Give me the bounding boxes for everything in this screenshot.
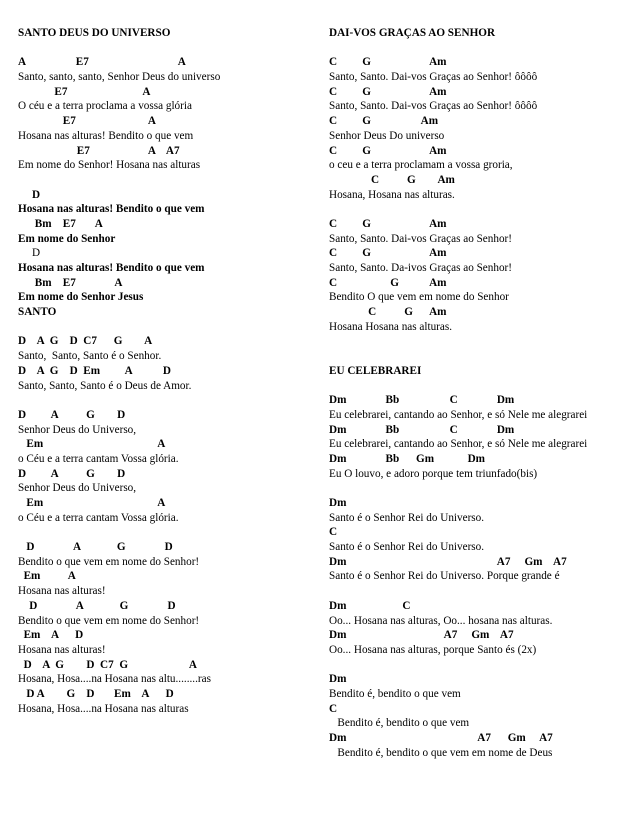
- left-chord-line: A E7 A: [18, 56, 186, 69]
- right-lyric-line: Santo, Santo. Dai-vos Graças ao Senhor!: [329, 232, 512, 245]
- right-lyric-line: Santo é o Senhor Rei do Universo.: [329, 511, 485, 524]
- right-chord-line: C: [329, 526, 338, 539]
- left-blank-line: [18, 41, 314, 56]
- left-blank-line: [18, 320, 314, 335]
- left-chord-line: Em nome do Senhor: [18, 232, 116, 245]
- right-chord-line: C G Am: [329, 115, 439, 128]
- left-lyric-line: Senhor Deus do Universo,: [18, 482, 137, 495]
- right-chord-line: Dm C: [329, 599, 411, 612]
- right-lyric-line: Santo, Santo. Da-ivos Graças ao Senhor!: [329, 262, 512, 274]
- right-chord-line: Dm A7 Gm A7: [329, 555, 567, 568]
- right-blank-line: [329, 202, 629, 217]
- left-column: [18, 26, 314, 716]
- left-lyric-line: Santo, santo, santo, Senhor Deus do universo: [18, 71, 221, 84]
- right-blank-line: [329, 334, 629, 349]
- left-chord-line: D A G D: [18, 541, 173, 554]
- left-chord-line: D A G D: [18, 599, 176, 612]
- left-lyric-line: Santo, Santo, Santo é o Senhor.: [18, 350, 162, 363]
- right-lyric-line: Hosana, Hosana nas alturas.: [329, 188, 455, 201]
- right-blank-line: [329, 349, 629, 364]
- left-chord-line: Hosana nas alturas! Bendito o que vem: [18, 262, 205, 274]
- left-lyric-line: Hosana nas alturas!: [18, 585, 106, 598]
- left-chord-line: Em A: [18, 497, 166, 509]
- left-lyric-line: Hosana nas alturas! Bendito o que vem: [18, 129, 194, 142]
- right-lyric-line: Bendito é, bendito o que vem: [329, 687, 461, 700]
- left-lyric-line: Em nome do Senhor! Hosana nas alturas: [18, 159, 201, 172]
- right-chord-line: C G Am: [329, 247, 447, 260]
- left-lyric-line: D: [18, 247, 41, 260]
- right-lyric-line: Eu celebrarei, cantando ao Senhor, e só Nele me alegrarei: [329, 408, 588, 421]
- right-chord-line: Dm Bb C Dm: [329, 394, 515, 407]
- left-lyric-line: Hosana, Hosa....na Hosana nas altu........ras: [18, 673, 211, 686]
- left-chord-line: Em nome do Senhor Jesus: [18, 291, 144, 304]
- right-blank-line: [329, 379, 629, 394]
- right-lyric-line: Oo... Hosana nas alturas, Oo... hosana nas alturas.: [329, 614, 553, 627]
- right-lyric-line: Eu celebrarei, cantando ao Senhor, e só Nele me alegrarei: [329, 438, 588, 451]
- left-lyric-line: Bendito o que vem em nome do Senhor!: [18, 555, 200, 568]
- right-song-title: EU CELEBRAREI: [329, 364, 422, 377]
- right-lyric-line: Santo é o Senhor Rei do Universo. Porque grande é: [329, 570, 560, 583]
- left-lyric-line: Senhor Deus do Universo,: [18, 423, 137, 436]
- right-lyric-line: o ceu e a terra proclamam a vossa groria,: [329, 159, 513, 172]
- right-chord-line: Dm Bb Gm Dm: [329, 452, 486, 465]
- left-lyric-line: Hosana nas alturas!: [18, 643, 106, 656]
- right-chord-line: C G Am: [329, 306, 447, 319]
- right-chord-line: Dm A7 Gm A7: [329, 732, 553, 744]
- right-lyric-line: Oo... Hosana nas alturas, porque Santo és (2x): [329, 643, 537, 656]
- left-chord-line: D A G D Em A D: [18, 364, 171, 377]
- left-chord-line: D A G D: [18, 408, 126, 421]
- right-lyric-line: Hosana Hosana nas alturas.: [329, 320, 453, 333]
- left-chord-line: Hosana nas alturas! Bendito o que vem: [18, 203, 205, 216]
- left-chord-line: E7 A A7: [18, 144, 180, 157]
- left-chord-line: Em A: [18, 438, 166, 451]
- right-blank-line: [329, 658, 629, 673]
- right-lyric-line: Bendito é, bendito o que vem: [329, 717, 470, 730]
- right-chord-line: C G Am: [329, 85, 447, 98]
- right-blank-line: [329, 41, 629, 56]
- right-chord-line: C G Am: [329, 56, 447, 69]
- left-chord-line: E7 A: [18, 85, 151, 98]
- left-chord-line: Em A: [18, 570, 76, 583]
- left-blank-line: [18, 173, 314, 188]
- right-song-title: DAI-VOS GRAÇAS AO SENHOR: [329, 27, 496, 39]
- right-chord-line: C G Am: [329, 217, 447, 230]
- left-chord-line: D A G D: [18, 467, 126, 480]
- right-chord-line: C: [329, 702, 338, 715]
- left-chord-line: D A G D Em A D: [18, 687, 174, 700]
- left-lyric-line: Hosana, Hosa....na Hosana nas alturas: [18, 702, 189, 715]
- right-lyric-line: Eu O louvo, e adoro porque tem triunfado(bis): [329, 467, 538, 480]
- left-lyric-line: Santo, Santo, Santo é o Deus de Amor.: [18, 379, 192, 392]
- left-song-title: SANTO DEUS DO UNIVERSO: [18, 27, 171, 39]
- left-chord-line: Em A D: [18, 629, 84, 642]
- right-blank-line: [329, 584, 629, 599]
- left-blank-line: [18, 393, 314, 408]
- right-chord-line: Dm: [329, 673, 347, 686]
- right-chord-line: C G Am: [329, 144, 447, 157]
- right-chord-line: Dm: [329, 497, 347, 509]
- right-lyric-line: Bendito O que vem em nome do Senhor: [329, 291, 509, 304]
- left-chord-line: D A G D C7 G A: [18, 658, 198, 671]
- right-chord-line: C G Am: [329, 173, 455, 186]
- right-lyric-line: Senhor Deus Do universo: [329, 129, 445, 142]
- right-chord-line: Dm Bb C Dm: [329, 423, 515, 436]
- left-lyric-line: o Céu e a terra cantam Vossa glória.: [18, 452, 179, 465]
- right-lyric-line: Bendito é, bendito o que vem em nome de Deus: [329, 746, 553, 759]
- left-chord-line: Bm E7 A: [18, 276, 123, 289]
- left-lyric-line: Bendito o que vem em nome do Senhor!: [18, 614, 200, 627]
- right-lyric-line: Santo, Santo. Dai-vos Graças ao Senhor! ôôôô: [329, 71, 538, 84]
- left-lyric-line: O céu e a terra proclama a vossa glória: [18, 100, 192, 113]
- right-column: [329, 26, 629, 760]
- right-blank-line: [329, 481, 629, 496]
- right-chord-line: Dm A7 Gm A7: [329, 629, 514, 642]
- left-chord-line: D: [18, 188, 41, 201]
- left-lyric-line: o Céu e a terra cantam Vossa glória.: [18, 511, 179, 524]
- right-lyric-line: Santo é o Senhor Rei do Universo.: [329, 541, 485, 554]
- right-chord-line: C G Am: [329, 276, 447, 289]
- left-blank-line: [18, 525, 314, 540]
- right-lyric-line: Santo, Santo. Dai-vos Graças ao Senhor! ôôôô: [329, 100, 538, 113]
- left-chord-line: SANTO: [18, 306, 57, 319]
- left-chord-line: D A G D C7 G A: [18, 335, 153, 348]
- left-chord-line: E7 A: [18, 115, 156, 128]
- left-chord-line: Bm E7 A: [18, 217, 103, 230]
